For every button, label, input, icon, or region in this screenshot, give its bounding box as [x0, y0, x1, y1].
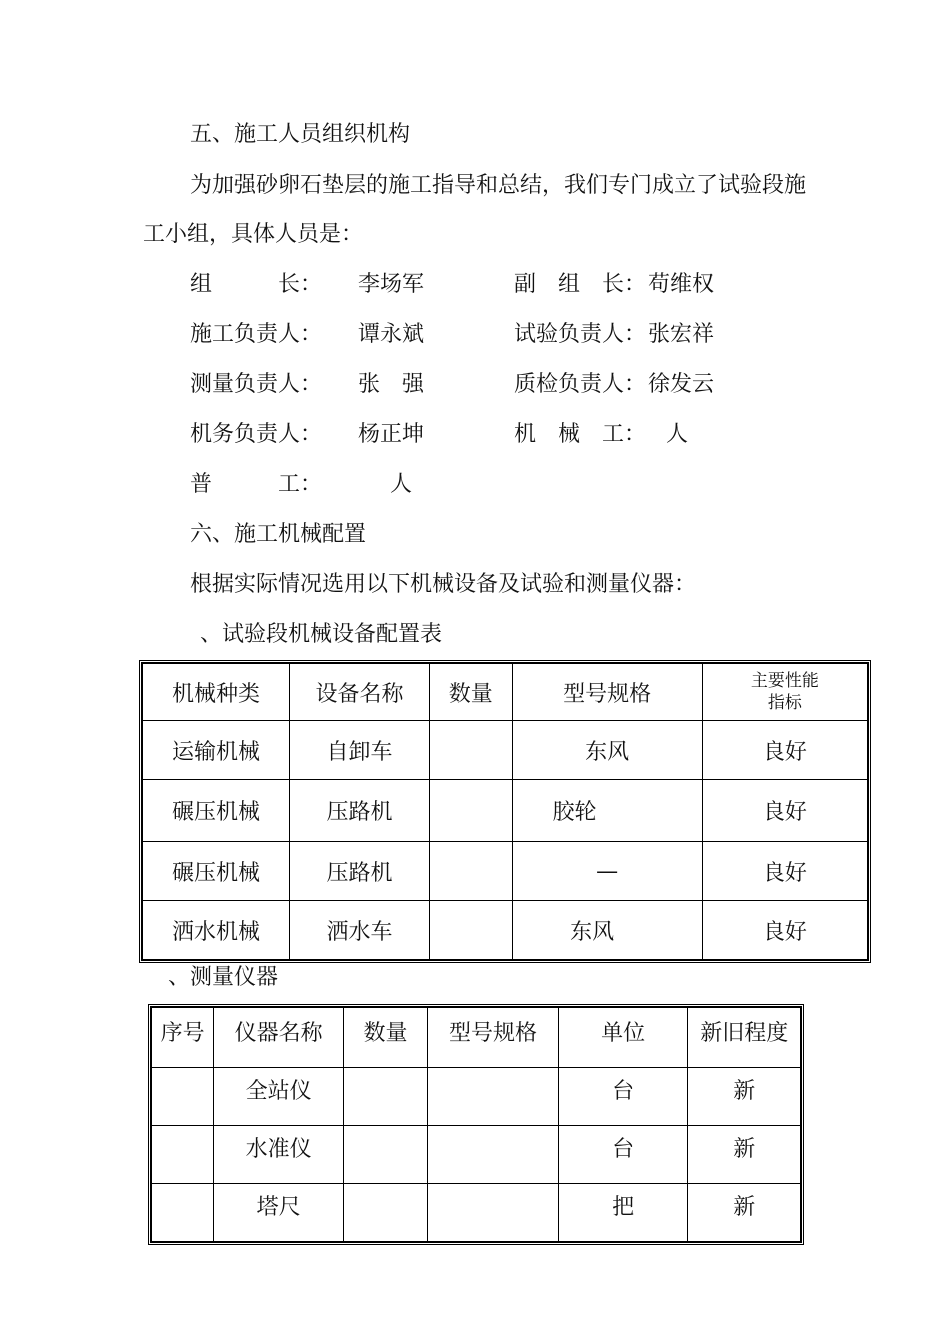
table-cell: 压路机: [290, 780, 430, 842]
table-cell: 碾压机械: [143, 842, 290, 901]
table-cell: 良好: [702, 721, 867, 780]
staff-role: 机 械 工：: [514, 422, 647, 447]
table-header-cell: 型号规格: [428, 1008, 559, 1068]
table-header-cell: 主要性能 指标: [702, 664, 867, 721]
table-cell: [343, 1184, 427, 1242]
table-cell: [152, 1068, 214, 1126]
table-cell: [152, 1126, 214, 1184]
staff-name: 杨正坤: [358, 422, 425, 447]
staff-name: 徐发云: [648, 372, 715, 397]
staff-role: 机务负责人：: [190, 422, 323, 447]
table-cell: 洒水车: [290, 901, 430, 960]
table-header-row: [152, 1008, 801, 1068]
table-row: [143, 842, 868, 901]
table-cell: 碾压机械: [143, 780, 290, 842]
staff-name: 张宏祥: [648, 322, 715, 347]
equipment-table: [142, 663, 868, 960]
staff-role: 副 组 长：: [514, 272, 647, 297]
table-cell: 胶轮: [512, 780, 702, 842]
table-cell: 运输机械: [143, 721, 290, 780]
table-header-cell: 序号: [152, 1008, 214, 1068]
table-row: [152, 1184, 801, 1242]
table-row: [143, 780, 868, 842]
table-header-cell: 型号规格: [512, 664, 702, 721]
table-header-cell: 仪器名称: [214, 1008, 344, 1068]
table-cell: 台: [558, 1126, 688, 1184]
staff-role: 施工负责人：: [190, 322, 323, 347]
staff-name: 李场军: [358, 272, 425, 297]
table-cell: [429, 780, 512, 842]
table-header-cell: 设备名称: [290, 664, 430, 721]
table1-caption: 、试验段机械设备配置表: [200, 622, 443, 647]
table-cell: 台: [558, 1068, 688, 1126]
table-cell: 东风: [512, 721, 702, 780]
staff-role: 质检负责人：: [514, 372, 647, 397]
table-row: [152, 1068, 801, 1126]
table-cell: 良好: [702, 842, 867, 901]
table-header-cell: 数量: [343, 1008, 427, 1068]
table-cell: 水准仪: [214, 1126, 344, 1184]
table-cell: 全站仪: [214, 1068, 344, 1126]
staff-role: 组 长：: [190, 272, 323, 297]
table-cell: [428, 1126, 559, 1184]
staff-name: 谭永斌: [358, 322, 425, 347]
staff-role: 普 工：: [190, 472, 323, 497]
table-cell: 良好: [702, 901, 867, 960]
table-cell: —: [512, 842, 702, 901]
table-row: [152, 1126, 801, 1184]
table-header-cell: 新旧程度: [688, 1008, 801, 1068]
table2-caption: 、测量仪器: [168, 965, 279, 990]
section6-heading: 六、施工机械配置: [190, 522, 367, 547]
table-header-cell: 单位: [558, 1008, 688, 1068]
table-cell: 新: [688, 1184, 801, 1242]
section5-heading: 五、施工人员组织机构: [190, 122, 411, 147]
table-cell: 洒水机械: [143, 901, 290, 960]
table-cell: 新: [688, 1068, 801, 1126]
section6-intro: 根据实际情况选用以下机械设备及试验和测量仪器：: [190, 572, 697, 597]
table-cell: [429, 721, 512, 780]
table-cell: [428, 1068, 559, 1126]
intro-paragraph-line1: 为加强砂卵石垫层的施工指导和总结，我们专门成立了试验段施: [190, 173, 807, 198]
intro-paragraph-line2: 工小组，具体人员是：: [143, 222, 364, 247]
staff-name: 人: [390, 472, 413, 497]
table-cell: [343, 1068, 427, 1126]
staff-name: 张 强: [358, 372, 425, 397]
staff-role: 测量负责人：: [190, 372, 323, 397]
table-cell: 自卸车: [290, 721, 430, 780]
table-row: [143, 901, 868, 960]
table-cell: [429, 842, 512, 901]
table-row: [143, 721, 868, 780]
table-cell: 压路机: [290, 842, 430, 901]
table-cell: 新: [688, 1126, 801, 1184]
staff-name: 人: [666, 422, 689, 447]
table-header-row: [143, 664, 868, 721]
staff-role: 试验负责人：: [514, 322, 647, 347]
table-cell: 东风: [512, 901, 702, 960]
table-cell: 良好: [702, 780, 867, 842]
table-header-cell: 数量: [429, 664, 512, 721]
table-header-cell: 机械种类: [143, 664, 290, 721]
table-cell: [428, 1184, 559, 1242]
staff-name: 苟维权: [648, 272, 715, 297]
table-cell: 把: [558, 1184, 688, 1242]
table-cell: [343, 1126, 427, 1184]
table-cell: [152, 1184, 214, 1242]
table-cell: 塔尺: [214, 1184, 344, 1242]
table-cell: [429, 901, 512, 960]
instrument-table: [151, 1007, 801, 1242]
